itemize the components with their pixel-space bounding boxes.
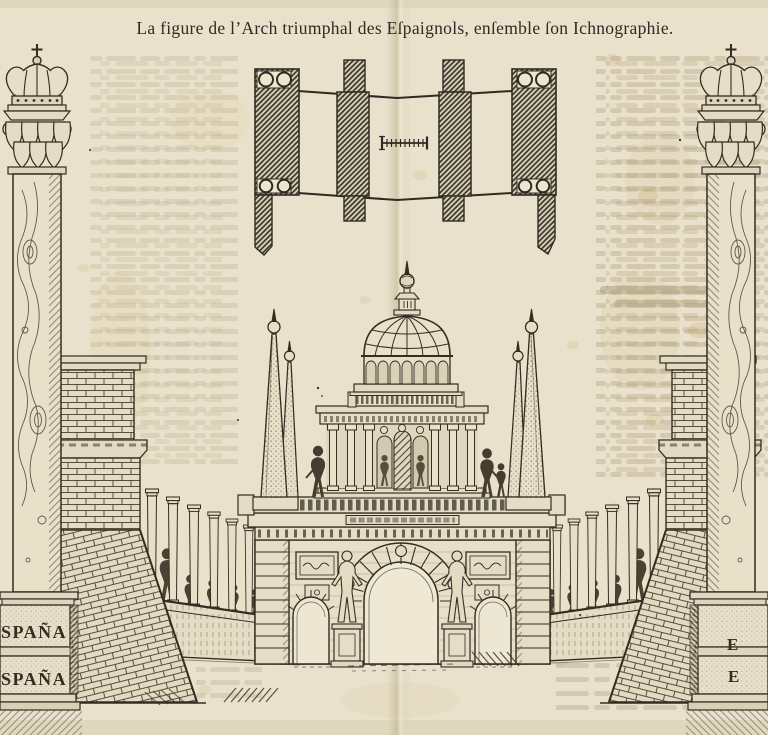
left-relief-panel [296, 552, 338, 579]
arch-body [238, 495, 565, 667]
right-relief-panel [466, 552, 510, 579]
left-pedestal-inscription-2: SPAÑA [1, 669, 68, 689]
page-title: La figure de l’Arch triumphal des Eſpaignols, enſemble ſon Ichnographie. [136, 18, 674, 38]
right-pedestal-inscription-2: E [728, 667, 740, 686]
left-pilaster [255, 540, 289, 664]
left-pedestal-inscription-1: SPAÑA [1, 622, 68, 642]
right-pedestal-inscription-1: E [727, 635, 739, 654]
keystone-mask [396, 546, 407, 557]
right-pilaster [516, 540, 550, 664]
